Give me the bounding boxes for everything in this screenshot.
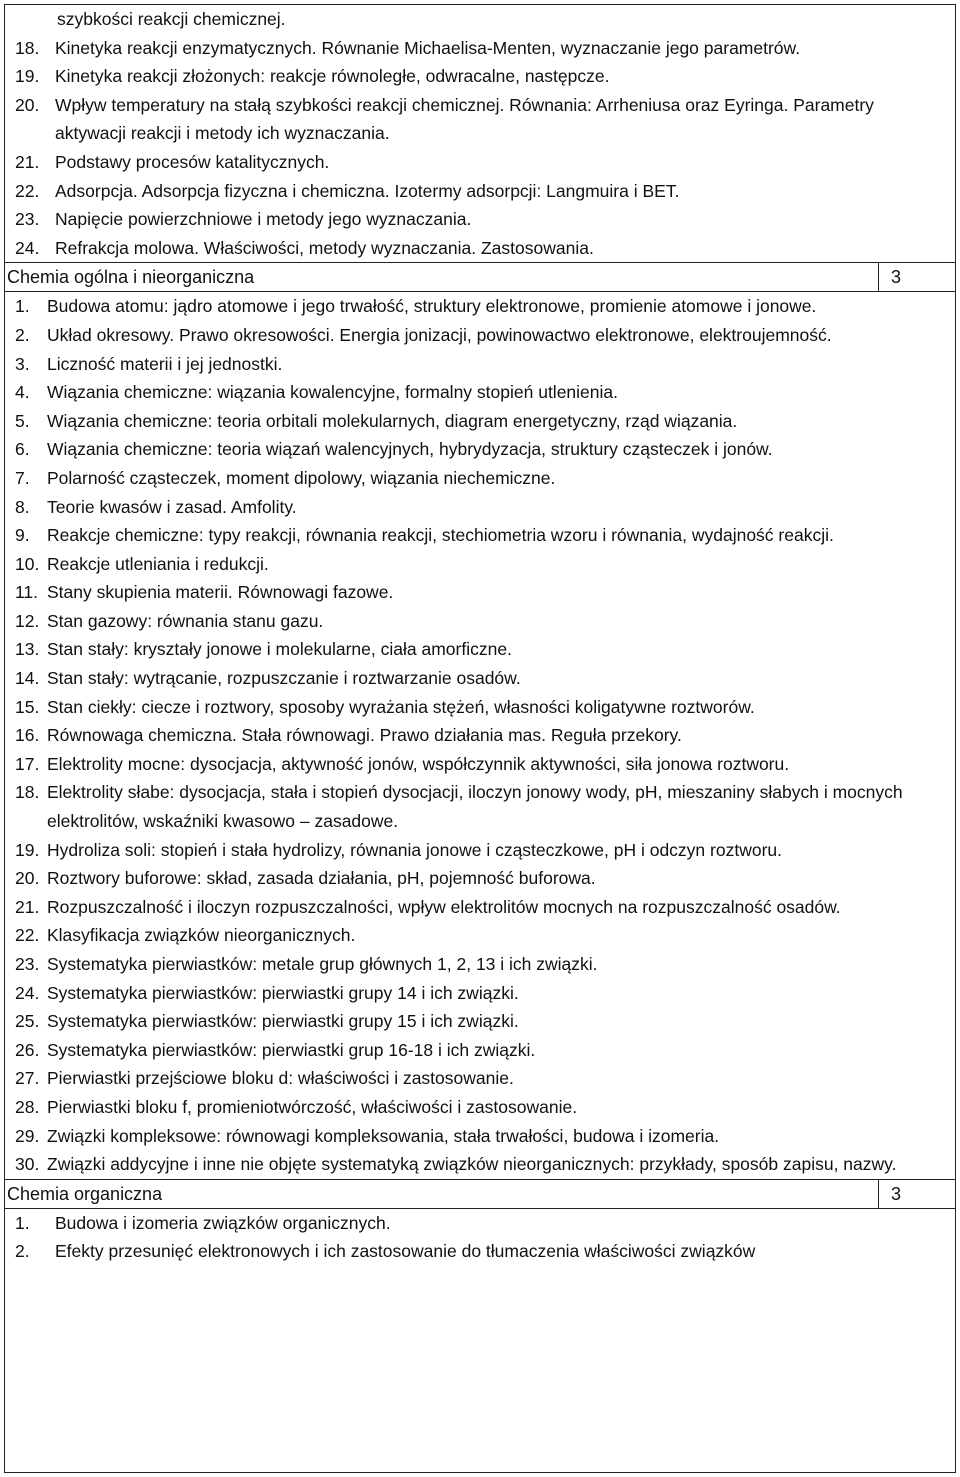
item-text: Elektrolity słabe: dysocjacja, stała i stopień dysocjacji, iloczyn jonowy wody, pH, mieszaniny słabych i mocnych elektrolitów, wskaźniki kwasowo – zasadowe. xyxy=(47,782,903,832)
item-text: Wiązania chemiczne: wiązania kowalencyjne, formalny stopień utlenienia. xyxy=(47,382,618,403)
item-number: 23. xyxy=(15,209,40,230)
list-item xyxy=(5,1237,955,1266)
list-item xyxy=(5,1122,955,1151)
item-number: 25. xyxy=(15,1011,40,1032)
physical-chemistry-topics xyxy=(5,5,955,263)
item-text: Systematyka pierwiastków: pierwiastki grupy 15 i ich związki. xyxy=(47,1011,519,1032)
item-text: Pierwiastki przejściowe bloku d: właściwości i zastosowanie. xyxy=(47,1068,514,1089)
item-number: 20. xyxy=(15,868,40,889)
item-text: Układ okresowy. Prawo okresowości. Energia jonizacji, powinowactwo elektronowe, elektroujemność. xyxy=(47,324,832,345)
item-text: Stany skupienia materii. Równowagi fazowe. xyxy=(47,582,394,603)
item-text: Reakcje chemiczne: typy reakcji, równania reakcji, stechiometria wzoru i równania, wydajność reakcji. xyxy=(47,525,834,546)
item-text: Reakcje utleniania i redukcji. xyxy=(47,553,269,574)
list-item xyxy=(5,778,955,835)
list-item xyxy=(5,836,955,865)
item-text: Napięcie powierzchniowe i metody jego wyznaczania. xyxy=(55,209,472,230)
item-text: Kinetyka reakcji złożonych: reakcje równoległe, odwracalne, następcze. xyxy=(55,66,610,87)
list-item xyxy=(5,1150,955,1179)
list-item xyxy=(5,607,955,636)
section-name: Chemia ogólna i nieorganiczna xyxy=(5,263,879,291)
item-text: Hydroliza soli: stopień i stała hydrolizy, równania jonowe i cząsteczkowe, pH i odczyn roztworu. xyxy=(47,839,782,860)
item-number: 15. xyxy=(15,696,40,717)
list-item xyxy=(5,550,955,579)
item-text: Wiązania chemiczne: teoria orbitali molekularnych, diagram energetyczny, rząd wiązania. xyxy=(47,410,738,431)
item-text: Budowa i izomeria związków organicznych. xyxy=(55,1212,391,1233)
item-text: Pierwiastki bloku f, promieniotwórczość, właściwości i zastosowanie. xyxy=(47,1096,578,1117)
item-number: 1. xyxy=(15,1212,30,1233)
list-item xyxy=(5,321,955,350)
item-number: 17. xyxy=(15,753,40,774)
item-text: Efekty przesunięć elektronowych i ich zastosowanie do tłumaczenia właściwości związków xyxy=(55,1241,756,1262)
item-text: Adsorpcja. Adsorpcja fizyczna i chemiczna. Izotermy adsorpcji: Langmuira i BET. xyxy=(55,180,680,201)
item-number: 2. xyxy=(15,1241,30,1262)
item-number: 30. xyxy=(15,1154,40,1175)
item-number: 13. xyxy=(15,639,40,660)
list-item xyxy=(5,1209,955,1238)
topic-list xyxy=(5,292,955,1178)
item-number: 21. xyxy=(15,151,40,172)
item-text: Systematyka pierwiastków: pierwiastki grup 16-18 i ich związki. xyxy=(47,1039,536,1060)
document-page xyxy=(4,4,956,1473)
item-text: Systematyka pierwiastków: metale grup głównych 1, 2, 13 i ich związki. xyxy=(47,954,598,974)
item-text: Rozpuszczalność i iloczyn rozpuszczalności, wpływ elektrolitów mocnych na rozpuszczalność osadów. xyxy=(47,896,841,917)
section-header-general-chemistry xyxy=(5,263,955,292)
general-chemistry-topics xyxy=(5,292,955,1179)
list-item xyxy=(5,91,955,148)
item-text: Równowaga chemiczna. Stała równowagi. Prawo działania mas. Reguła przekory. xyxy=(47,725,682,746)
section-name: Chemia organiczna xyxy=(5,1180,879,1208)
item-number: 10. xyxy=(15,553,40,574)
continuation-line: szybkości reakcji chemicznej. xyxy=(57,9,286,29)
item-number: 19. xyxy=(15,839,40,860)
item-text: Podstawy procesów katalitycznych. xyxy=(55,151,330,172)
item-number: 2. xyxy=(15,324,30,345)
item-text: Związki kompleksowe: równowagi kompleksowania, stała trwałości, budowa i izomeria. xyxy=(47,1125,720,1146)
item-text: Stan ciekły: ciecze i roztwory, sposoby wyrażania stężeń, własności koligatywne roztworów. xyxy=(47,696,755,717)
list-item xyxy=(5,921,955,950)
item-number: 21. xyxy=(15,896,40,917)
item-number: 18. xyxy=(15,37,40,58)
item-number: 18. xyxy=(15,782,40,803)
item-number: 4. xyxy=(15,382,30,403)
list-item xyxy=(5,493,955,522)
list-item xyxy=(5,292,955,321)
section-hours: 3 xyxy=(891,267,902,288)
list-item xyxy=(5,893,955,922)
item-text: Wiązania chemiczne: teoria wiązań walencyjnych, hybrydyzacja, struktury cząsteczek i jonów. xyxy=(47,439,773,460)
item-text: Kinetyka reakcji enzymatycznych. Równanie Michaelisa-Menten, wyznaczanie jego parametrów. xyxy=(55,37,801,58)
item-number: 11. xyxy=(15,582,39,603)
topic-list xyxy=(5,1209,955,1266)
list-item xyxy=(5,864,955,893)
list-item xyxy=(5,407,955,436)
item-number: 1. xyxy=(15,296,30,317)
list-item xyxy=(5,435,955,464)
item-text: Klasyfikacja związków nieorganicznych. xyxy=(47,925,356,946)
list-item xyxy=(5,205,955,234)
item-number: 23. xyxy=(15,954,40,974)
item-number: 29. xyxy=(15,1125,40,1146)
item-number: 8. xyxy=(15,496,30,517)
item-number: 22. xyxy=(15,925,40,946)
item-number: 14. xyxy=(15,668,40,689)
item-text: Teorie kwasów i zasad. Amfolity. xyxy=(47,496,297,517)
item-number: 19. xyxy=(15,66,40,87)
section-header-organic-chemistry xyxy=(5,1180,955,1209)
item-number: 6. xyxy=(15,439,30,460)
item-text: Polarność cząsteczek, moment dipolowy, wiązania niechemiczne. xyxy=(47,467,556,488)
list-item xyxy=(5,62,955,91)
list-item xyxy=(5,979,955,1008)
item-number: 24. xyxy=(15,982,40,1003)
item-number: 27. xyxy=(15,1068,40,1089)
item-number: 26. xyxy=(15,1039,40,1060)
item-number: 28. xyxy=(15,1096,40,1117)
list-item xyxy=(5,234,955,263)
list-item xyxy=(5,148,955,177)
item-number: 12. xyxy=(15,610,40,631)
list-item xyxy=(5,1007,955,1036)
item-number: 20. xyxy=(15,94,40,115)
list-item xyxy=(5,521,955,550)
item-text: Związki addycyjne i inne nie objęte systematyką związków nieorganicznych: przykłady, sposób zapisu, nazwy. xyxy=(47,1154,897,1175)
list-item xyxy=(5,1064,955,1093)
item-text: Refrakcja molowa. Właściwości, metody wyznaczania. Zastosowania. xyxy=(55,237,594,258)
list-item xyxy=(5,950,955,979)
list-item xyxy=(5,34,955,63)
list-item xyxy=(5,750,955,779)
item-number: 3. xyxy=(15,353,30,374)
item-text: Liczność materii i jej jednostki. xyxy=(47,353,283,374)
list-item xyxy=(5,378,955,407)
item-text: Roztwory buforowe: skład, zasada działania, pH, pojemność buforowa. xyxy=(47,868,596,889)
section-hours: 3 xyxy=(891,1183,902,1204)
list-item xyxy=(5,1093,955,1122)
item-text: Stan gazowy: równania stanu gazu. xyxy=(47,610,324,631)
item-text: Stan stały: kryształy jonowe i molekularne, ciała amorficzne. xyxy=(47,639,512,660)
topic-list xyxy=(5,34,955,263)
organic-chemistry-topics xyxy=(5,1209,955,1266)
list-item xyxy=(5,578,955,607)
item-number: 16. xyxy=(15,725,40,746)
item-text: Budowa atomu: jądro atomowe i jego trwałość, struktury elektronowe, promienie atomowe i jonowe. xyxy=(47,296,817,317)
item-text: Wpływ temperatury na stałą szybkości reakcji chemicznej. Równania: Arrheniusa oraz Eyringa. Parametry aktywacji reakcji i metody ich wyznaczania. xyxy=(55,94,874,144)
item-number: 5. xyxy=(15,410,30,431)
list-item xyxy=(5,721,955,750)
item-number: 24. xyxy=(15,237,40,258)
list-item xyxy=(5,350,955,379)
list-item xyxy=(5,635,955,664)
item-text: Stan stały: wytrącanie, rozpuszczanie i roztwarzanie osadów. xyxy=(47,668,521,689)
list-item xyxy=(5,693,955,722)
item-text: Elektrolity mocne: dysocjacja, aktywność jonów, współczynnik aktywności, siła jonowa roztworu. xyxy=(47,753,790,774)
item-number: 9. xyxy=(15,525,30,546)
item-number: 22. xyxy=(15,180,40,201)
list-item xyxy=(5,177,955,206)
item-number: 7. xyxy=(15,467,30,488)
list-item xyxy=(5,664,955,693)
list-item xyxy=(5,1036,955,1065)
list-item xyxy=(5,464,955,493)
item-text: Systematyka pierwiastków: pierwiastki grupy 14 i ich związki. xyxy=(47,982,519,1003)
